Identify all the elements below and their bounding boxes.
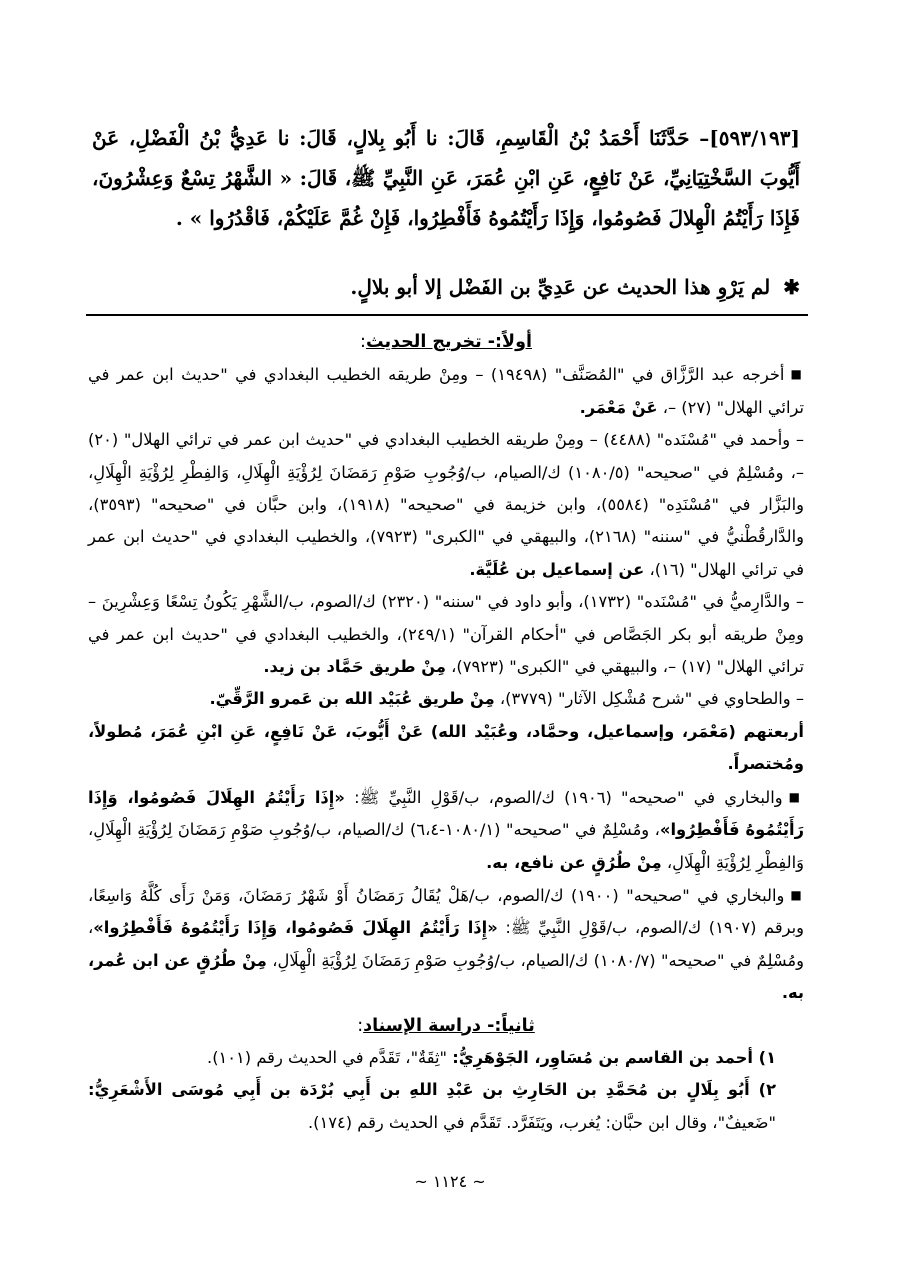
bullet-icon: ■	[788, 789, 804, 804]
narrator-entry: ٢) أَبُو بِلَالٍ بن مُحَمَّدِ بن الحَارِثِ بن عَبْدِ اللهِ بن أَبِي بُرْدَة بن أَبِي مُوسَى الأَشْعَرِيُّ: "ضَعيفٌ"، وقال ابن حبَّان: يُغرب، ويَتَفَرَّد. تَقَدَّم في الحديث رقم (١٧٤).	[88, 1080, 776, 1132]
paragraph: – وأحمد في "مُسْنَده" (٤٤٨٨) – ومِنْ طريقه الخطيب البغدادي في "حديث ابن عمر في ترائي الهلال" (٢٠) –، ومُسْلِمٌ في "صحيحه" (١٠٨٠/٥) ك/الصيام، ب/وُجُوبِ صَوْمِ رَمَضَانَ لِرُؤْيَةِ الْهِلَالِ، وَالفِطْرِ لِرُؤْيَةِ الْهِلَالِ، والبَزَّار في "مُسْنَدِه" (٥٥٨٤)، وابن خزيمة في "صحيحه" (١٩١٨)، وابن حبَّان في "صحيحه" (٣٥٩٣)، والدَّارقُطْنيُّ في "سننه" (٢١٦٨)، والبيهقي في "الكبرى" (٧٩٢٣)، والخطيب البغدادي في "حديث ابن عمر في ترائي الهلال" (١٦)، عن إسماعيل بن عُلَيَّة.	[88, 430, 805, 579]
summary-paragraph: أربعتهم (مَعْمَر، وإسماعيل، وحمَّاد، وعُبَيْد الله) عَنْ أَيُّوبَ، عَنْ نَافِعٍ، عَنِ ابْنِ عُمَرَ، مُطولاً، ومُختصراً.	[88, 721, 804, 774]
hadith-narration: حَدَّثَنَا أَحْمَدُ بْنُ الْقَاسِمِ، قَالَ: نا أَبُو بِلالٍ، قَالَ: نا عَدِيُّ بْنُ الْفَضْلِ، عَنْ أَيُّوبَ السَّخْتِيَانِيِّ، عَنْ نَافِعٍ، عَنِ ابْنِ عُمَرَ، عَنِ النَّبِيِّ ﷺ، قَالَ: « الشَّهْرُ تِسْعٌ وَعِشْرُونَ، فَإِذَا رَأَيْتُمُ الْهِلالَ فَصُومُوا، وَإِذَا رَأَيْتُمُوهُ فَأَفْطِرُوا، فَإِنْ غُمَّ عَلَيْكُمْ، فَاقْدُرُوا » .	[92, 126, 800, 230]
narrator-entry: ١) أحمد بن القاسم بن مُسَاوِر، الجَوْهَرِيُّ: "ثِقَةٌ"، تَقَدَّم في الحديث رقم (١٠١).	[207, 1047, 776, 1067]
star-icon: ✱	[783, 275, 800, 299]
section-heading-takhrij: أولاً:- تخريج الحديث:	[360, 332, 532, 352]
note-text: لم يَرْوِ هذا الحديث عن عَدِيِّ بن الفَضْل إلا أبو بلالٍ.	[350, 275, 771, 299]
hadith-number: [٥٩٣/١٩٣]–	[699, 126, 800, 150]
paragraph: – والطحاوي في "شرح مُشْكِل الآثار" (٣٧٧٩)، مِنْ طريق عُبَيْد الله بن عَمرو الرَّقِّيّ.	[209, 689, 804, 709]
hadith-text	[92, 118, 800, 238]
section-divider	[86, 314, 808, 316]
bullet-icon: ■	[790, 887, 805, 902]
paragraph: ■والبخاري في "صحيحه" (١٩٠٦) ك/الصوم، ب/قَوْلِ النَّبِيِّ ﷺ: «إِذَا رَأَيْتُمُ الهِلَالَ فَصُومُوا، وَإِذَا رَأَيْتُمُوهُ فَأَفْطِرُوا»، ومُسْلِمٌ في "صحيحه" (١٠٨٠/١-٦،٤) ك/الصيام، ب/وُجُوبِ صَوْمِ رَمَضَانَ لِرُؤْيَةِ الْهِلَالِ، وَالفِطْرِ لِرُؤْيَةِ الْهِلَالِ، مِنْ طُرُقٍ عن نافع، به.	[88, 787, 804, 872]
paragraph: ■أخرجه عبد الرَّزَّاق في "المُصَنَّف" (١٩٤٩٨) – ومِنْ طريقه الخطيب البغدادي في "حديث ابن عمر في ترائي الهلال" (٢٧) –، عَنْ مَعْمَر.	[88, 365, 805, 417]
paragraph: – والدَّارِميُّ في "مُسْنَده" (١٧٣٢)، وأبو داود في "سننه" (٢٣٢٠) ك/الصوم، ب/الشَّهْرِ يَكُونُ تِسْعًا وَعِشْرِينَ – ومِنْ طريقه أبو بكر الجَصَّاص في "أحكام القرآن" (٢٤٩/١)، والخطيب البغدادي في "حديث ابن عمر في ترائي الهلال" (١٧) –، والبيهقي في "الكبرى" (٧٩٢٣)، مِنْ طريق حَمَّاد بن زيد.	[88, 592, 804, 677]
page-number: ~ ١١٢٤ ~	[414, 1172, 486, 1191]
paragraph: ■والبخاري في "صحيحه" (١٩٠٠) ك/الصوم، ب/هَلْ يُقَالُ رَمَضَانُ أَوْ شَهْرُ رَمَضَانَ، وَمَنْ رَأَى كُلَّهُ وَاسِعًا، وبرقم (١٩٠٧) ك/الصوم، ب/قَوْلِ النَّبِيِّ ﷺ: «إِذَا رَأَيْتُمُ الهِلَالَ فَصُومُوا، وَإِذَا رَأَيْتُمُوهُ فَأَفْطِرُوا»، ومُسْلِمٌ في "صحيحه" (١٠٨٠/٧) ك/الصيام، ب/وُجُوبِ صَوْمِ رَمَضَانَ لِرُؤْيَةِ الْهِلَالِ، مِنْ طُرُقٍ عن ابن عُمر، به.	[88, 885, 805, 1003]
hadith-note	[100, 270, 800, 304]
section-heading-isnad: ثانياً:- دراسة الإسناد:	[357, 1015, 535, 1036]
commentary	[88, 326, 804, 1139]
bullet-icon: ■	[790, 367, 805, 382]
